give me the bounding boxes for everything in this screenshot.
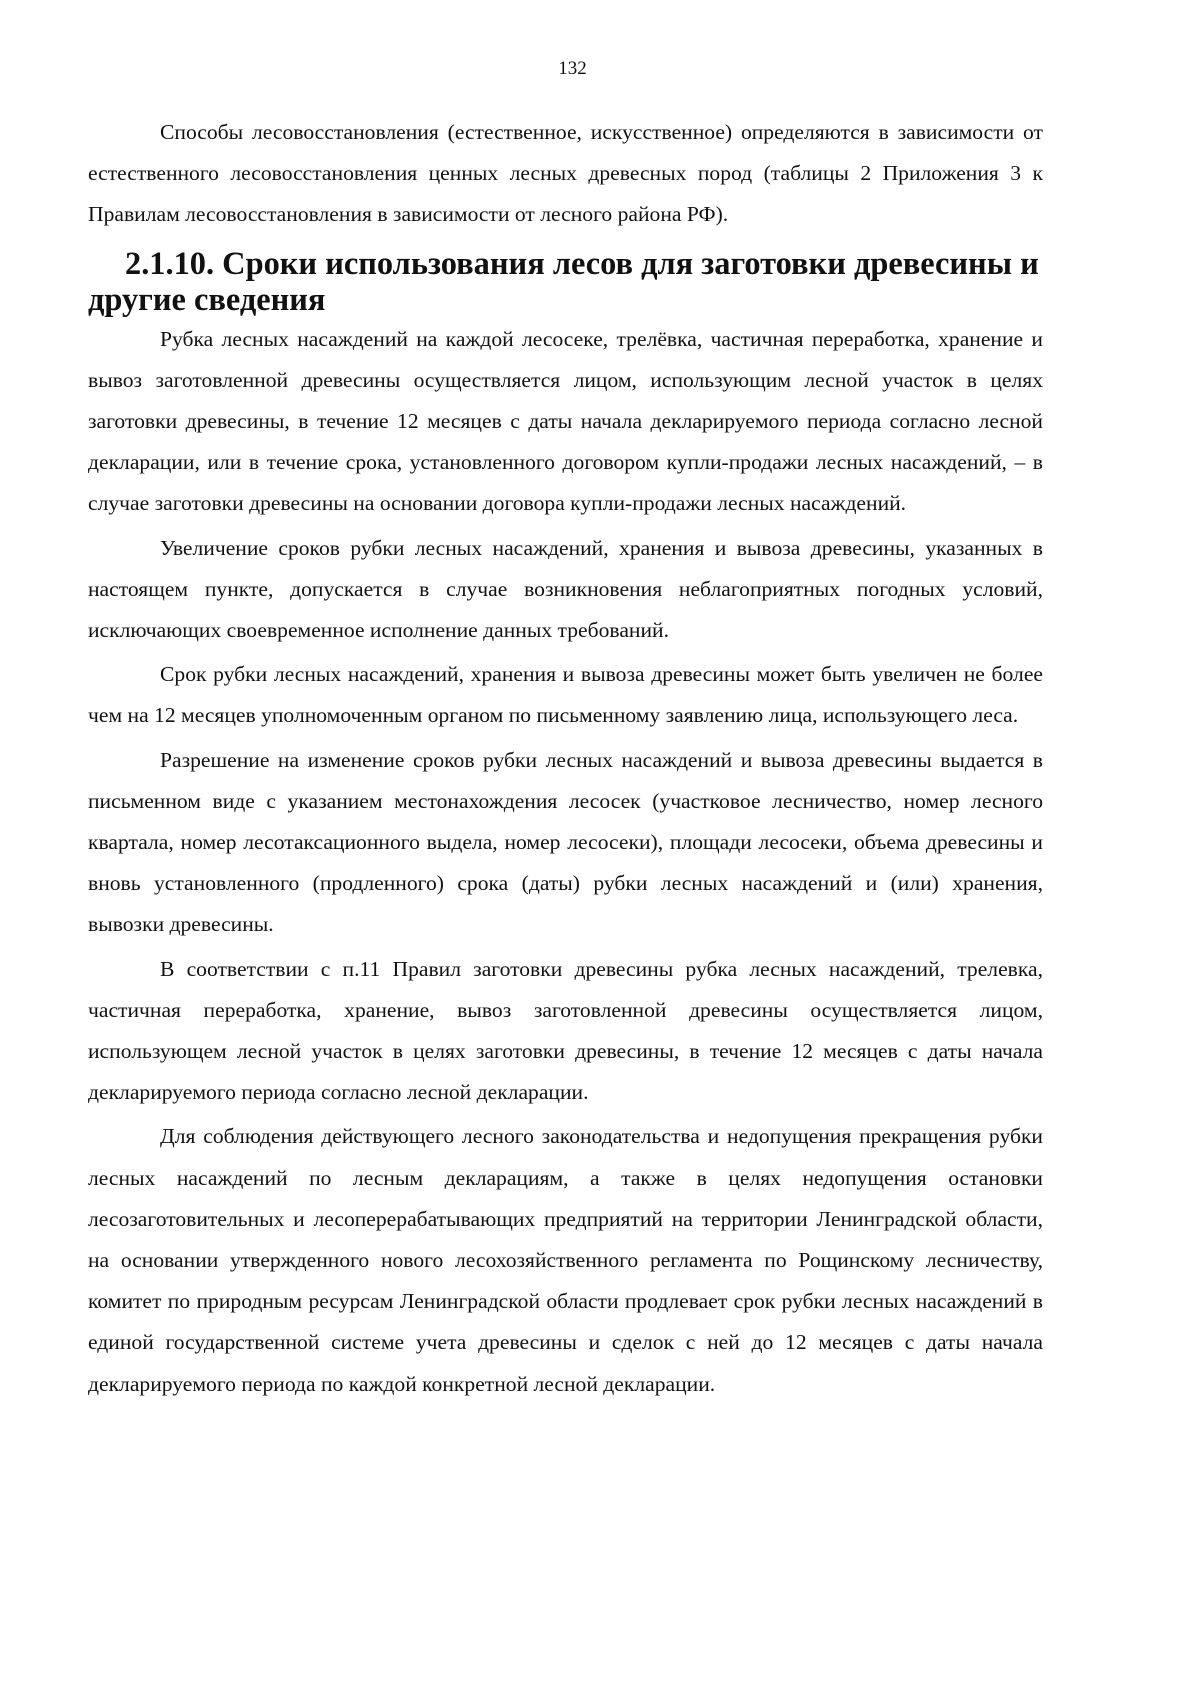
section-paragraph-5: В соответствии с п.11 Правил заготовки древесины рубка лесных насаждений, трелевка, частичная переработка, хранение, вывоз заготовленной древесины осуществляется лицом, использующем лесной участок в целях заготовки древесины, в течение 12 месяцев с даты начала декларируемого периода согласно лесной декларации. (88, 956, 1043, 1105)
page-number: 132 (558, 58, 587, 79)
section-heading: 2.1.10. Сроки использования лесов для заготовки древесины и другие сведения (88, 245, 1039, 318)
section-paragraph-1: Рубка лесных насаждений на каждой лесосеке, трелёвка, частичная переработка, хранение и вывоз заготовленной древесины осуществляется лицом, использующим лесной участок в целях заготовки древесины, в течение 12 месяцев с даты начала декларируемого периода согласно лесной декларации, или в течение срока, установленного договором купли-продажи лесных насаждений, – в случае заготовки древесины на основании договора купли-продажи лесных насаждений. (88, 326, 1043, 516)
intro-paragraph: Способы лесовосстановления (естественное, искусственное) определяются в зависимости от естественного лесовосстановления ценных лесных древесных пород (таблицы 2 Приложения 3 к Правилам лесовосстановления в зависимости от лесного района РФ). (88, 120, 1043, 227)
section-paragraph-2: Увеличение сроков рубки лесных насаждений, хранения и вывоза древесины, указанных в настоящем пункте, допускается в случае возникновения неблагоприятных погодных условий, исключающих своевременное исполнение данных требований. (88, 535, 1043, 643)
document-body (88, 112, 1043, 1405)
section-paragraph-4: Разрешение на изменение сроков рубки лесных насаждений и вывоза древесины выдается в письменном виде с указанием местонахождения лесосек (участковое лесничество, номер лесного квартала, номер лесотаксационного выдела, номер лесосеки), площади лесосеки, объема древесины и вновь установленного (продленного) срока (даты) рубки лесных насаждений и (или) хранения, вывозки древесины. (88, 747, 1043, 937)
section-paragraph-6: Для соблюдения действующего лесного законодательства и недопущения прекращения рубки лесных насаждений по лесным декларациям, а также в целях недопущения остановки лесозаготовительных и лесоперерабатывающих предприятий на территории Ленинградской области, на основании утвержденного нового лесохозяйственного регламента по Рощинскому лесничеству, комитет по природным ресурсам Ленинградской области продлевает срок рубки лесных насаждений в единой государственной системе учета древесины и сделок с ней до 12 месяцев с даты начала декларируемого периода по каждой конкретной лесной декларации. (88, 1124, 1043, 1396)
section-paragraph-3: Срок рубки лесных насаждений, хранения и вывоза древесины может быть увеличен не более чем на 12 месяцев уполномоченным органом по письменному заявлению лица, использующего леса. (88, 662, 1043, 728)
